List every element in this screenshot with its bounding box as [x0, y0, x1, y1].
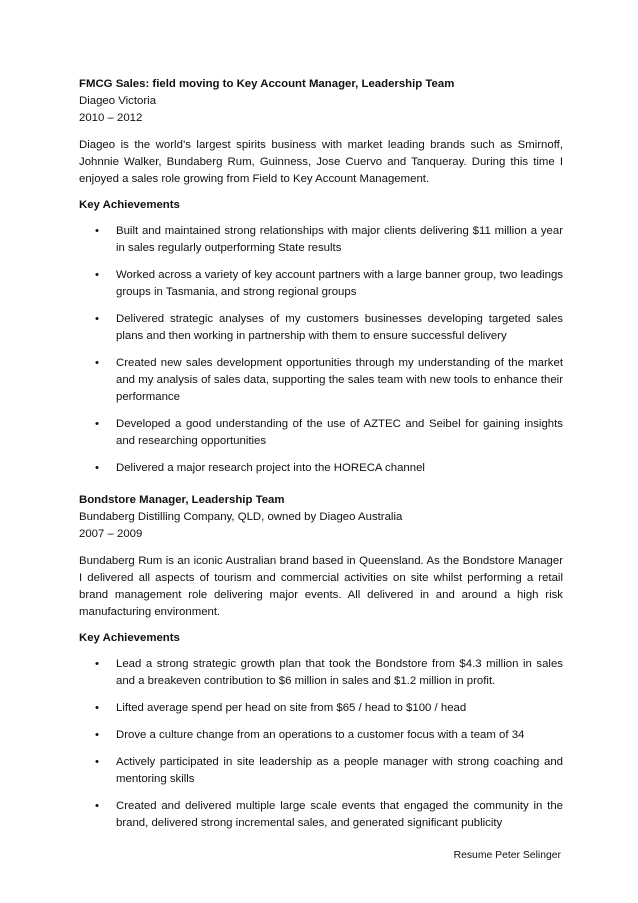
resume-content	[79, 76, 563, 842]
achievements-list	[79, 223, 563, 477]
achievement-item: • Worked across a variety of key account partners with a large banner group, two leadings groups in Tasmania, and strong regional groups	[79, 267, 563, 301]
achievement-item: • Created new sales development opportunities through my understanding of the market and my analysis of sales data, supporting the sales team with new tools to enhance their performance	[79, 355, 563, 406]
achievement-item: • Lifted average spend per head on site from $65 / head to $100 / head	[79, 700, 563, 717]
page-footer: Resume Peter Selinger	[453, 850, 561, 861]
company-name: Diageo Victoria	[79, 95, 157, 107]
achievements-list	[79, 656, 563, 832]
achievement-item: • Delivered a major research project into the HORECA channel	[79, 460, 563, 477]
achievement-item: • Lead a strong strategic growth plan that took the Bondstore from $4.3 million in sales and a breakeven contribution to $6 million in sales and $1.2 million in profit.	[79, 656, 563, 690]
job-dates: 2007 – 2009	[79, 528, 143, 540]
achievement-item: • Drove a culture change from an operations to a customer focus with a team of 34	[79, 727, 563, 744]
achievement-item: • Delivered strategic analyses of my customers businesses developing targeted sales plans and then working in partnership with them to ensure successful delivery	[79, 311, 563, 345]
job-section-diageo	[79, 76, 563, 477]
achievement-item: • Developed a good understanding of the use of AZTEC and Seibel for gaining insights and researching opportunities	[79, 416, 563, 450]
company-name: Bundaberg Distilling Company, QLD, owned by Diageo Australia	[79, 511, 403, 523]
achievement-item: • Actively participated in site leadership as a people manager with strong coaching and mentoring skills	[79, 754, 563, 788]
job-description: Diageo is the world’s largest spirits business with market leading brands such as Smirnoff, Johnnie Walker, Bundaberg Rum, Guinness, Jose Cuervo and Tanqueray. During this time I enjoyed a sales role growing from Field to Key Account Management.	[79, 139, 563, 185]
achievement-item: • Built and maintained strong relationships with major clients delivering $11 million a year in sales regularly outperforming State results	[79, 223, 563, 257]
job-title: FMCG Sales: field moving to Key Account Manager, Leadership Team	[79, 78, 455, 90]
job-dates: 2010 – 2012	[79, 112, 143, 124]
achievements-heading: Key Achievements	[79, 632, 180, 644]
job-section-bundaberg	[79, 492, 563, 832]
achievement-item: • Created and delivered multiple large scale events that engaged the community in the brand, delivered strong incremental sales, and generated significant publicity	[79, 798, 563, 832]
achievements-heading: Key Achievements	[79, 199, 180, 211]
job-description: Bundaberg Rum is an iconic Australian brand based in Queensland. As the Bondstore Manager I delivered all aspects of tourism and commercial activities on site whilst performing a retail brand management role delivering major events. All delivered in and around a high risk manufacturing environment.	[79, 555, 563, 618]
job-title: Bondstore Manager, Leadership Team	[79, 494, 285, 506]
